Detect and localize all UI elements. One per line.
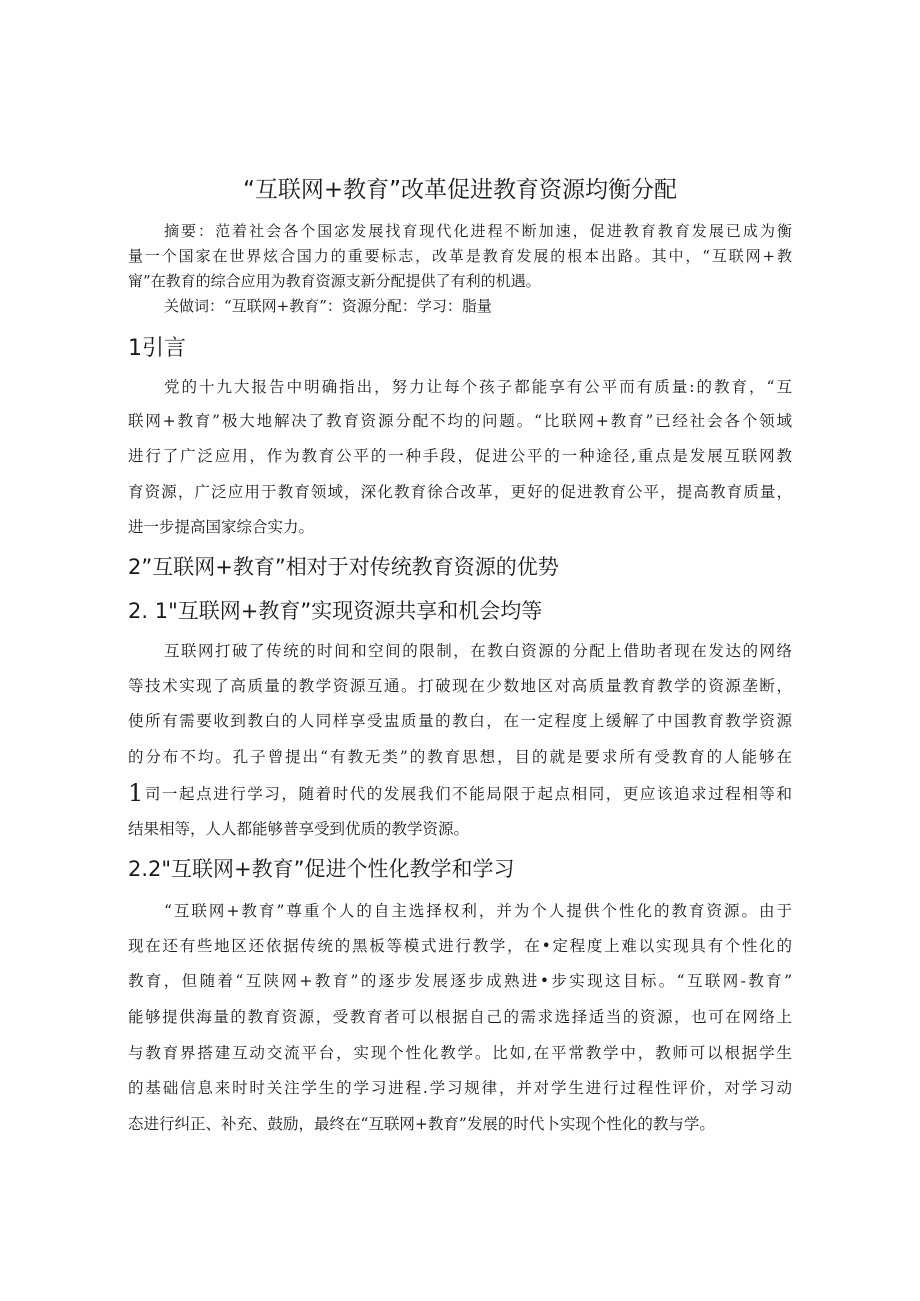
subsection-heading: 2. 1"互联网+教育”实现资源共享和机会均等 xyxy=(128,599,543,623)
paragraph-line: 教育，但随着“互陕网+教育”的逐步发展逐步成熟进•步实现这目标。“互联网-教育” xyxy=(128,972,792,990)
paragraph-line: 结果相等，人人都能够普享受到优质的教学资源。 xyxy=(128,820,470,838)
enlarged-glyph: 1 xyxy=(128,779,144,807)
paragraph-line: 现在还有些地区还依据传统的黑板等模式进行教学，在•定程度上难以实现具有个性化的 xyxy=(128,937,792,955)
abstract-line: 摘要：范着社会各个国宓发展找育现代化进程不断加速，促进教育教育发展已成为衡 xyxy=(164,222,792,240)
paragraph-line: 育资源，广泛应用于教育领域，深化教育徐合改革，更好的促进教育公平，提高教育质量， xyxy=(128,483,792,501)
subsection-heading: 2.2"互联网+教育”促进个性化教学和学习 xyxy=(128,857,515,881)
paragraph-line: 互联网打破了传统的时间和空间的限制，在教白资源的分配上借助者现在发达的网络 xyxy=(164,642,792,660)
document-title: “互联网+教育”改革促进教育资源均衡分配 xyxy=(242,177,678,203)
paragraph-line: 联网+教育”极大地解决了教育资源分配不均的问题。“比联网+教育”已经社会各个领域 xyxy=(128,412,792,430)
keywords-line: 关做词：“互联网+教育”：资源分配：学习：脂量 xyxy=(164,297,492,315)
paragraph-line xyxy=(128,779,792,807)
paragraph-line: 的基础信息来时时关注学生的学习进程.学习规律，并对学生进行过程性评价，对学习动 xyxy=(128,1079,792,1097)
paragraph-line: 使所有需要收到教白的人同样享受盅质量的教白，在一定程度上缓解了中国教育教学资源 xyxy=(128,712,792,730)
abstract-line: 量一个国家在世界炫合国力的重要标志，改革是教育发展的根本出路。其中，“互联网+教 xyxy=(128,247,792,265)
paragraph-line: 态进行纠正、补充、鼓励，最终在“互联网+教育”发展的时代卜实现个性化的教与学。 xyxy=(128,1115,715,1133)
section-heading: 1引言 xyxy=(128,336,186,361)
paragraph-text: 司一起点进行学习，随着时代的发展我们不能局限于起点相同，更应该追求过程相等和 xyxy=(143,785,792,803)
paragraph-line: “互联网+教育”尊重个人的自主选择权利，并为个人提供个性化的教育资源。由于 xyxy=(164,902,792,920)
paragraph-line: 进一步提高国家综合实力。 xyxy=(128,518,315,536)
paragraph-line: 能够提供海量的教育资源，受教育者可以根据自己的需求选择适当的资源，也可在网络上 xyxy=(128,1008,792,1026)
abstract-line: 甯”在教育的综合应用为教育资源支新分配提供了有利的机遇。 xyxy=(128,272,541,290)
paragraph-line: 等技术实现了高质量的教学资源互通。打破现在少数地区对高质量教育教学的资源垄断， xyxy=(128,677,792,695)
paragraph-line: 进行了广泛应用，作为教育公平的一种手段，促进公平的一种途径,重点是发展互联网教 xyxy=(128,447,792,465)
section-heading: 2”互联网+教育”相对于对传统教育资源的优势 xyxy=(128,555,559,579)
paragraph-line: 党的十九大报告中明确指出，努力让每个孩子都能享有公平而有质量:的教育，“互 xyxy=(164,378,792,396)
paragraph-line: 与教育界搭建互动交流平台，实现个性化教学。比如,在平常教学中，教师可以根据学生 xyxy=(128,1044,792,1062)
paragraph-line: 的分布不均。孔子曾提出“有教无类”的教育思想，目的就是要求所有受教育的人能够在 xyxy=(128,748,792,766)
